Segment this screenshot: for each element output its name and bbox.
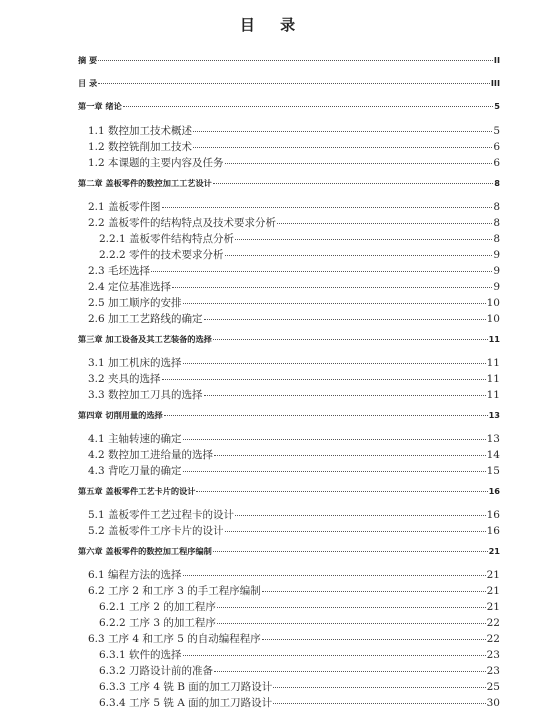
- toc-page-number: 22: [486, 617, 500, 629]
- toc-chapter-entry[interactable]: [78, 544, 500, 558]
- toc-section-entry[interactable]: [88, 584, 500, 598]
- toc-leader-dots: [183, 303, 486, 304]
- toc-leader-dots: [225, 531, 486, 532]
- toc-page-number: 16: [488, 486, 500, 496]
- toc-page-number: 13: [488, 410, 500, 420]
- toc-entry-label: 1.2 本课题的主要内容及任务: [88, 157, 224, 169]
- toc-section-entry[interactable]: [88, 568, 500, 582]
- toc-page-number: II: [493, 55, 500, 65]
- toc-chapter-entry[interactable]: [78, 99, 500, 113]
- toc-chapter-entry[interactable]: [78, 76, 500, 90]
- toc-page-number: 22: [486, 633, 500, 645]
- toc-section-entry[interactable]: [88, 372, 500, 386]
- toc-entry-label: 6.1 编程方法的选择: [88, 569, 182, 581]
- toc-section-entry[interactable]: [88, 524, 500, 538]
- toc-leader-dots: [183, 439, 486, 440]
- toc-page-number: 11: [486, 373, 500, 385]
- toc-entry-label: 4.3 背吃刀量的确定: [88, 465, 182, 477]
- toc-section-entry[interactable]: [88, 280, 500, 294]
- toc-leader-dots: [235, 239, 492, 240]
- toc-entry-label: 第一章 绪论: [78, 101, 122, 111]
- toc-entry-label: 1.2 数控铣削加工技术: [88, 141, 193, 153]
- toc-leader-dots: [204, 395, 486, 396]
- toc-section-entry[interactable]: [88, 464, 500, 478]
- toc-entry-label: 第五章 盖板零件工艺卡片的设计: [78, 486, 196, 496]
- toc-page-number: 21: [486, 601, 500, 613]
- toc-leader-dots: [273, 687, 485, 688]
- toc-section-entry[interactable]: [99, 248, 500, 262]
- toc-page-number: 9: [493, 265, 500, 277]
- toc-entry-label: 6.3.2 刀路设计前的准备: [99, 665, 214, 677]
- toc-entry-label: 2.4 定位基准选择: [88, 281, 172, 293]
- toc-leader-dots: [193, 131, 492, 132]
- toc-leader-dots: [164, 415, 488, 416]
- toc-entry-label: 6.3.1 软件的选择: [99, 649, 182, 661]
- toc-leader-dots: [123, 106, 494, 107]
- toc-entry-label: 第四章 切削用量的选择: [78, 410, 163, 420]
- toc-page-number: 23: [486, 665, 500, 677]
- toc-entry-label: 6.3.3 工序 4 铣 B 面的加工刀路设计: [99, 681, 273, 693]
- toc-entry-label: 4.1 主轴转速的确定: [88, 433, 182, 445]
- toc-page-number: 13: [486, 433, 500, 445]
- toc-page-number: 5: [494, 101, 500, 111]
- toc-page-number: 16: [486, 525, 500, 537]
- toc-leader-dots: [98, 60, 493, 61]
- toc-leader-dots: [235, 515, 486, 516]
- toc-page-number: 21: [486, 569, 500, 581]
- toc-chapter-entry[interactable]: [78, 484, 500, 498]
- toc-section-entry[interactable]: [88, 432, 500, 446]
- toc-leader-dots: [277, 223, 492, 224]
- toc-chapter-entry[interactable]: [78, 53, 500, 67]
- toc-leader-dots: [213, 183, 493, 184]
- toc-leader-dots: [162, 379, 486, 380]
- toc-page-number: 11: [488, 334, 500, 344]
- toc-leader-dots: [183, 655, 486, 656]
- toc-leader-dots: [225, 255, 493, 256]
- toc-entry-label: 第六章 盖板零件的数控加工程序编制: [78, 546, 212, 556]
- toc-entry-label: 目 录: [78, 78, 98, 88]
- toc-leader-dots: [225, 163, 493, 164]
- toc-page-number: 10: [486, 297, 500, 309]
- toc-page-number: 9: [493, 249, 500, 261]
- toc-section-entry[interactable]: [99, 680, 500, 694]
- toc-entry-label: 3.3 数控加工刀具的选择: [88, 389, 203, 401]
- toc-chapter-entry[interactable]: [78, 408, 500, 422]
- toc-section-entry[interactable]: [88, 632, 500, 646]
- toc-entry-label: 摘 要: [78, 55, 98, 65]
- toc-leader-dots: [217, 607, 486, 608]
- toc-section-entry[interactable]: [99, 232, 500, 246]
- toc-page-number: 25: [486, 681, 500, 693]
- toc-page-number: 11: [486, 357, 500, 369]
- toc-leader-dots: [98, 83, 490, 84]
- toc-entry-label: 2.2 盖板零件的结构特点及技术要求分析: [88, 217, 277, 229]
- toc-page-number: 14: [486, 449, 500, 461]
- toc-section-entry[interactable]: [88, 296, 500, 310]
- toc-entry-label: 6.3 工序 4 和工序 5 的自动编程程序: [88, 633, 261, 645]
- toc-page-number: 15: [486, 465, 500, 477]
- toc-entry-label: 3.1 加工机床的选择: [88, 357, 182, 369]
- toc-leader-dots: [273, 703, 485, 704]
- toc-leader-dots: [172, 287, 492, 288]
- toc-entry-label: 2.2.1 盖板零件结构特点分析: [99, 233, 235, 245]
- toc-page-number: 6: [493, 141, 500, 153]
- toc-page-number: 23: [486, 649, 500, 661]
- toc-entry-label: 6.3.4 工序 5 铣 A 面的加工刀路设计: [99, 697, 273, 709]
- toc-leader-dots: [183, 363, 486, 364]
- page-title: 目 录: [239, 16, 306, 34]
- toc-section-entry[interactable]: [88, 140, 500, 154]
- toc-leader-dots: [262, 591, 486, 592]
- toc-page-number: 5: [493, 125, 500, 137]
- toc-page-number: 8: [493, 201, 500, 213]
- toc-section-entry[interactable]: [88, 508, 500, 522]
- toc-entry-label: 第二章 盖板零件的数控加工工艺设计: [78, 178, 212, 188]
- toc-leader-dots: [262, 639, 486, 640]
- toc-entry-label: 2.5 加工顺序的安排: [88, 297, 182, 309]
- toc-leader-dots: [214, 671, 486, 672]
- toc-leader-dots: [193, 147, 492, 148]
- toc-entry-label: 3.2 夹具的选择: [88, 373, 161, 385]
- toc-entry-label: 6.2.1 工序 2 的加工程序: [99, 601, 216, 613]
- toc-section-entry[interactable]: [88, 156, 500, 170]
- toc-section-entry[interactable]: [88, 216, 500, 230]
- toc-page-number: 21: [486, 585, 500, 597]
- toc-leader-dots: [151, 271, 492, 272]
- toc-section-entry[interactable]: [88, 264, 500, 278]
- toc-section-entry[interactable]: [99, 616, 500, 630]
- toc-leader-dots: [162, 207, 493, 208]
- toc-chapter-entry[interactable]: [78, 176, 500, 190]
- toc-entry-label: 1.1 数控加工技术概述: [88, 125, 193, 137]
- toc-page-number: 9: [493, 281, 500, 293]
- toc-section-entry[interactable]: [88, 356, 500, 370]
- toc-leader-dots: [196, 491, 487, 492]
- toc-page-number: 8: [493, 233, 500, 245]
- toc-entry-label: 2.2.2 零件的技术要求分析: [99, 249, 224, 261]
- toc-entry-label: 2.1 盖板零件图: [88, 201, 161, 213]
- toc-entry-label: 2.3 毛坯选择: [88, 265, 151, 277]
- toc-section-entry[interactable]: [88, 388, 500, 402]
- toc-entry-label: 4.2 数控加工进给量的选择: [88, 449, 214, 461]
- toc-entry-label: 第三章 加工设备及其工艺装备的选择: [78, 334, 212, 344]
- toc-entry-label: 6.2 工序 2 和工序 3 的手工程序编制: [88, 585, 261, 597]
- toc-page-number: 30: [486, 697, 500, 709]
- toc-section-entry[interactable]: [99, 648, 500, 662]
- toc-section-entry[interactable]: [99, 696, 500, 710]
- toc-leader-dots: [213, 339, 488, 340]
- toc-page-number: 8: [494, 178, 500, 188]
- toc-entry-label: 2.6 加工工艺路线的确定: [88, 313, 203, 325]
- toc-entry-label: 5.1 盖板零件工艺过程卡的设计: [88, 509, 235, 521]
- toc-entry-label: 6.2.2 工序 3 的加工程序: [99, 617, 216, 629]
- toc-section-entry[interactable]: [99, 664, 500, 678]
- toc-leader-dots: [183, 575, 486, 576]
- toc-page-number: 21: [488, 546, 500, 556]
- toc-leader-dots: [204, 319, 486, 320]
- toc-page-number: 8: [493, 217, 500, 229]
- toc-section-entry[interactable]: [88, 448, 500, 462]
- toc-entry-label: 5.2 盖板零件工序卡片的设计: [88, 525, 224, 537]
- toc-page-number: III: [490, 78, 500, 88]
- toc-page-number: 11: [486, 389, 500, 401]
- toc-section-entry[interactable]: [88, 124, 500, 138]
- toc-leader-dots: [217, 623, 486, 624]
- toc-leader-dots: [213, 551, 488, 552]
- toc-page-number: 6: [493, 157, 500, 169]
- toc-section-entry[interactable]: [99, 600, 500, 614]
- toc-leader-dots: [183, 471, 486, 472]
- toc-section-entry[interactable]: [88, 200, 500, 214]
- toc-chapter-entry[interactable]: [78, 332, 500, 346]
- toc-section-entry[interactable]: [88, 312, 500, 326]
- toc-page-number: 16: [486, 509, 500, 521]
- toc-leader-dots: [214, 455, 486, 456]
- toc-page-number: 10: [486, 313, 500, 325]
